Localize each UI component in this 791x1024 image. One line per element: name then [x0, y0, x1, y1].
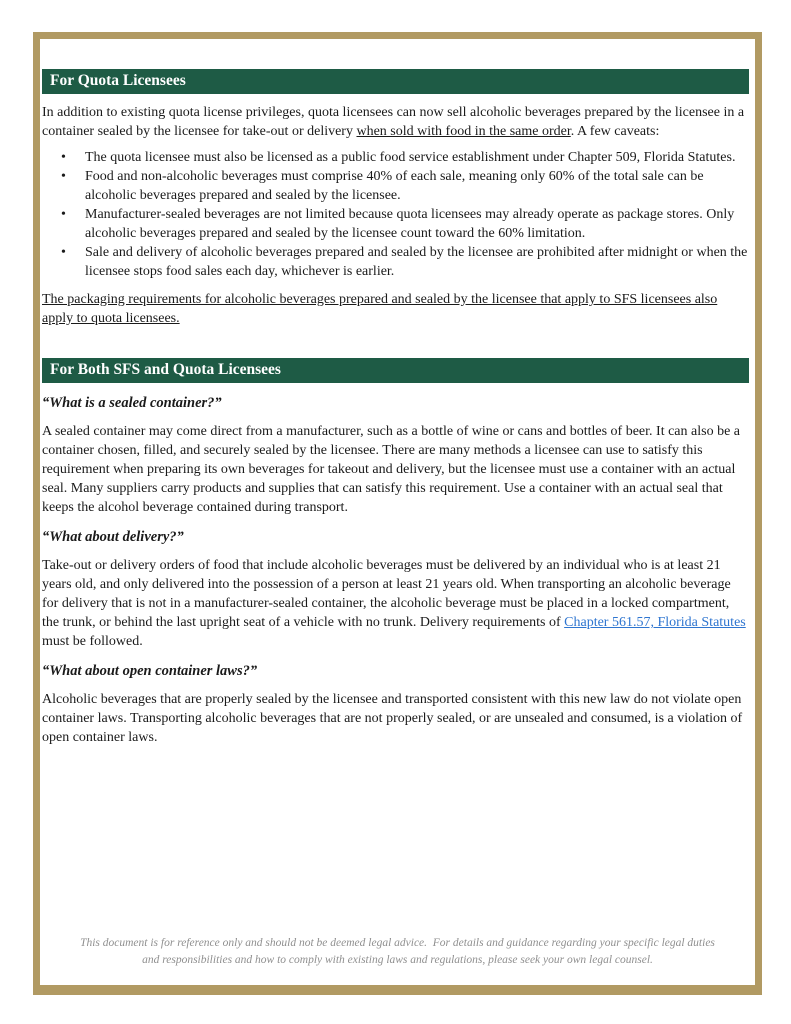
answer-paragraph-delivery — [42, 556, 749, 651]
intro-paragraph — [42, 103, 749, 141]
answer-delivery-text-pre: Take-out or delivery orders of food that include alcoholic beverages must be delivered by an individual who is at least 21 years old, and only delivered into the possession of a person at least 21 years old. When transporting an alcoholic beverage for delivery that is not in a manufacturer-sealed container, the alcoholic beverage must be placed in a locked compartment, the trunk, or behind the last upright seat of a vehicle with no trunk. Delivery requirements of — [42, 558, 731, 630]
section-header-quota-label: For Quota Licensees — [50, 72, 186, 89]
bullet-icon: • — [61, 207, 66, 222]
question-heading-open-container: “What about open container laws?” — [42, 663, 258, 679]
intro-text-post: . A few caveats: — [570, 124, 660, 139]
answer-paragraph-open-container: Alcoholic beverages that are properly sealed by the licensee and transported consistent with this new law do not violate open container laws. Transporting alcoholic beverages that are not properly sealed, or are unsealed and consumed, is a violation of open container laws. — [42, 692, 743, 745]
answer-delivery-text-post: must be followed. — [42, 634, 143, 649]
list-item-text: The quota licensee must also be licensed as a public food service establishment under Chapter 509, Florida Statutes. — [85, 150, 736, 165]
page-border — [33, 32, 762, 995]
intro-text-underlined: when sold with food in the same order — [356, 124, 571, 139]
intro-text-pre: In addition to existing quota license privileges, quota licensees can now sell alcoholic beverages prepared by the licensee in a container sealed by the licensee for take-out or delivery — [42, 105, 745, 139]
bullet-icon: • — [61, 245, 66, 260]
question-heading-delivery: “What about delivery?” — [42, 529, 184, 545]
list-item — [42, 148, 749, 167]
list-item-text: Manufacturer-sealed beverages are not limited because quota licensees may already operate as package stores. Only alcoholic beverages prepared and sealed by the licensee count toward the 60% limitation. — [85, 207, 735, 241]
list-item — [42, 243, 749, 281]
list-item — [42, 205, 749, 243]
section-header-quota — [42, 69, 749, 94]
bullet-icon: • — [61, 169, 66, 184]
footer-disclaimer: This document is for reference only and should not be deemed legal advice. For details and guidance regarding your specific legal duties and responsibilities and how to comply with existing laws and regulations, please seek your own legal counsel. — [80, 937, 718, 966]
section-header-both — [42, 358, 749, 383]
list-item-text: Sale and delivery of alcoholic beverages prepared and sealed by the licensee are prohibited after midnight or when the licensee stops food sales each day, whichever is earlier. — [85, 245, 748, 279]
bullet-icon: • — [61, 150, 66, 165]
list-item — [42, 167, 749, 205]
question-heading-sealed-container: “What is a sealed container?” — [42, 395, 222, 411]
answer-paragraph-sealed-container: A sealed container may come direct from a manufacturer, such as a bottle of wine or cans and bottles of beer. It can also be a container chosen, filled, and securely sealed by the licensee. There are many methods a licensee can use to satisfy this requirement when preparing its own beverages for takeout and delivery, but the licensee must use a container with an actual seal. Many suppliers carry products and supplies that can satisfy this requirement. Use a container with an actual seal that keeps the alcohol beverage contained during transport. — [42, 424, 740, 515]
bullet-list — [42, 148, 749, 281]
statute-link[interactable]: Chapter 561.57, Florida Statutes — [564, 615, 746, 630]
list-item-text: Food and non-alcoholic beverages must comprise 40% of each sale, meaning only 60% of the total sale can be alcoholic beverages prepared and sealed by the licensee. — [85, 169, 704, 203]
section-header-both-label: For Both SFS and Quota Licensees — [50, 361, 281, 378]
page-content — [42, 69, 749, 747]
closing-note: The packaging requirements for alcoholic beverages prepared and sealed by the licensee that apply to SFS licensees also apply to quota licensees. — [42, 292, 718, 326]
